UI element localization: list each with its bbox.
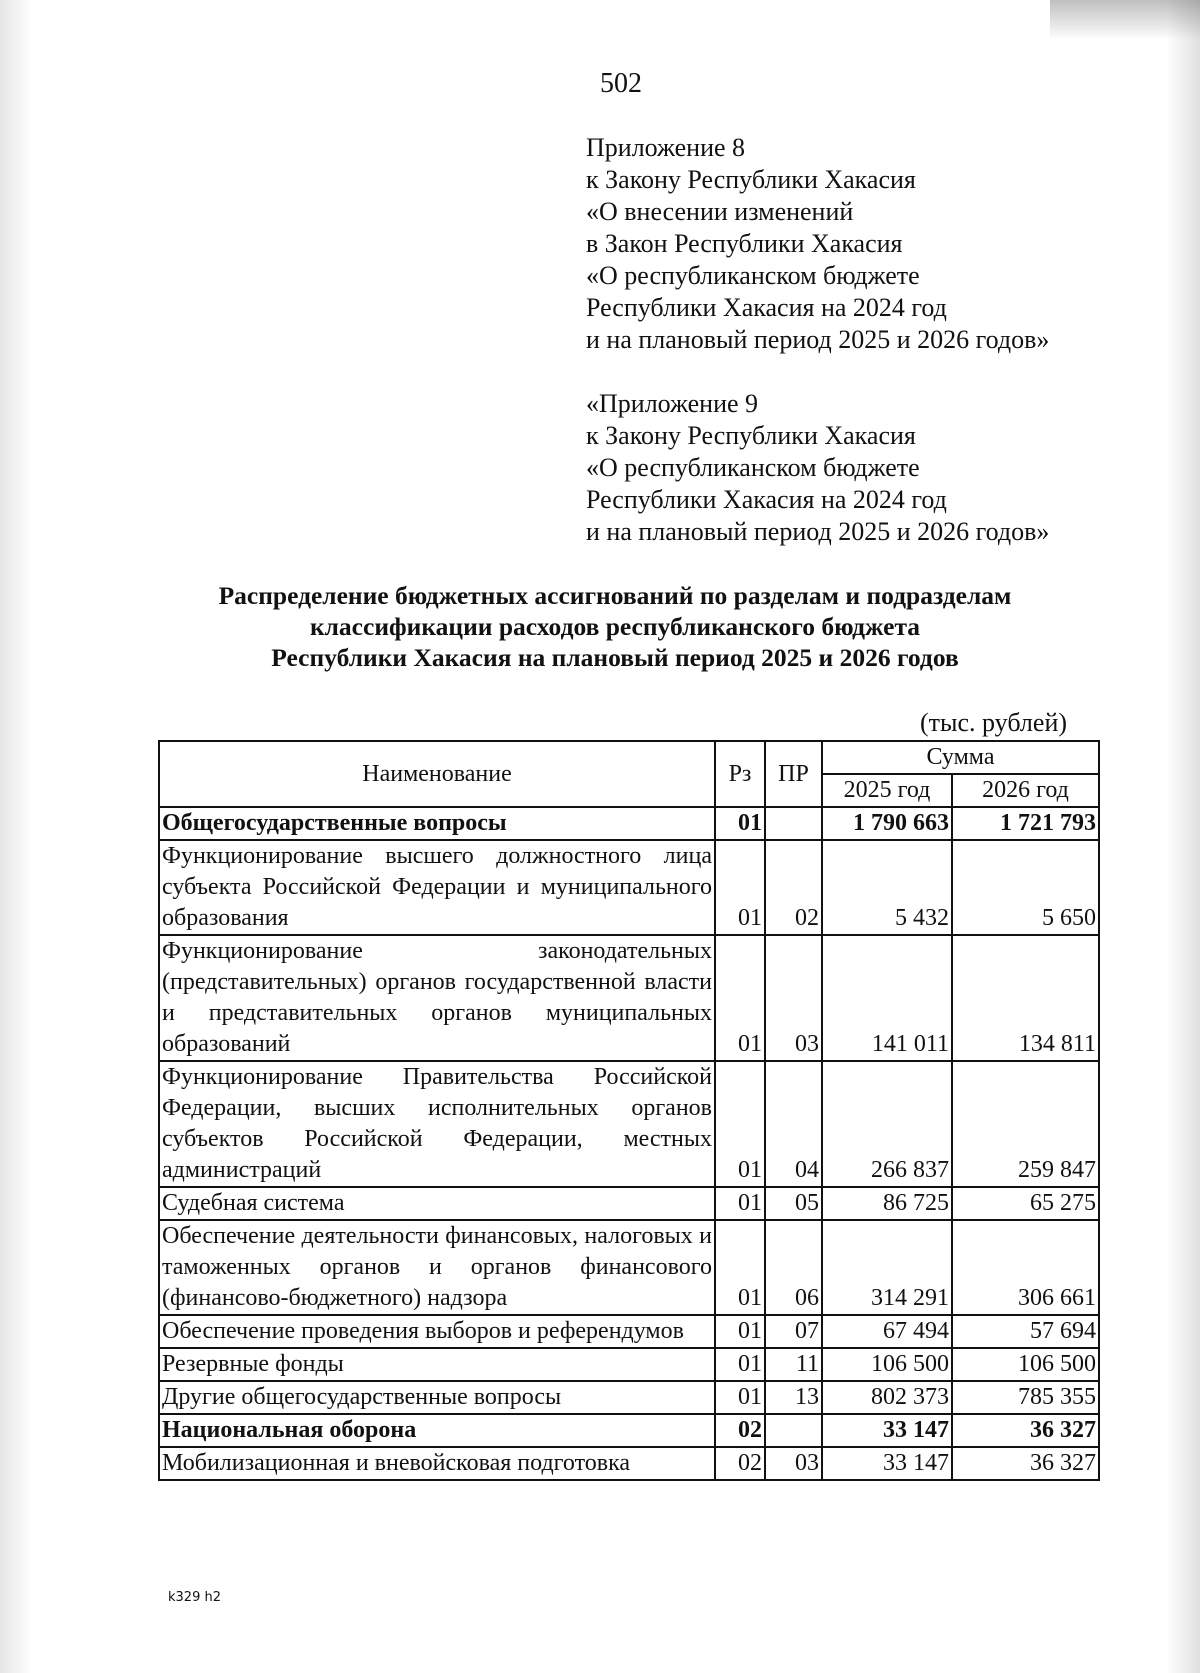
appendix-9-line: Республики Хакасия на 2024 год xyxy=(586,485,947,514)
row-2025-cell: 266 837 xyxy=(822,1061,952,1187)
row-pr-cell: 05 xyxy=(765,1187,822,1220)
row-name-cell: Функционирование Правительства Российской Федерации, высших исполнительных органов субъектов Российской Федерации, местных администраций xyxy=(159,1061,715,1187)
row-pr-cell xyxy=(765,1414,822,1447)
row-2025-cell: 86 725 xyxy=(822,1187,952,1220)
row-2026-cell: 36 327 xyxy=(952,1447,1099,1480)
row-rz-cell: 01 xyxy=(715,1315,765,1348)
row-rz-cell: 01 xyxy=(715,807,765,840)
header-year-2026: 2026 год xyxy=(952,774,1099,807)
row-2026-cell: 134 811 xyxy=(952,935,1099,1061)
row-rz-cell: 01 xyxy=(715,935,765,1061)
row-pr-cell: 02 xyxy=(765,840,822,935)
row-name-cell: Функционирование высшего должностного лица субъекта Российской Федерации и муниципального образования xyxy=(159,840,715,935)
row-pr-cell: 07 xyxy=(765,1315,822,1348)
row-2025-cell: 141 011 xyxy=(822,935,952,1061)
appendix-9-line: «Приложение 9 xyxy=(586,389,759,418)
row-rz-cell: 01 xyxy=(715,1381,765,1414)
row-name-cell: Национальная оборона xyxy=(159,1414,715,1447)
row-pr-cell: 13 xyxy=(765,1381,822,1414)
row-2026-cell: 306 661 xyxy=(952,1220,1099,1315)
header-sum: Сумма xyxy=(822,741,1099,774)
scan-edge-left xyxy=(0,0,32,1673)
appendix-8-line: «О республиканском бюджете xyxy=(586,261,920,290)
row-2026-cell: 36 327 xyxy=(952,1414,1099,1447)
row-name-cell: Функционирование законодательных (представительных) органов государственной власти и представительных органов муниципальных образований xyxy=(159,935,715,1061)
page-number: 502 xyxy=(600,68,642,99)
document-title xyxy=(150,580,1080,673)
appendix-8-line: в Закон Республики Хакасия xyxy=(586,229,903,258)
table-row xyxy=(159,1315,1099,1348)
row-name-cell: Судебная система xyxy=(159,1187,715,1220)
row-name-cell: Резервные фонды xyxy=(159,1348,715,1381)
row-name-cell: Другие общегосударственные вопросы xyxy=(159,1381,715,1414)
scan-edge-right xyxy=(1166,0,1200,1673)
row-2025-cell: 314 291 xyxy=(822,1220,952,1315)
header-rz: Рз xyxy=(715,741,765,807)
footer-code: k329 h2 xyxy=(168,1590,221,1605)
title-line: Распределение бюджетных ассигнований по разделам и подразделам xyxy=(218,581,1012,610)
row-name-cell: Обеспечение деятельности финансовых, налоговых и таможенных органов и органов финансового (финансово-бюджетного) надзора xyxy=(159,1220,715,1315)
appendix-8-line: Приложение 8 xyxy=(586,133,746,162)
row-rz-cell: 02 xyxy=(715,1447,765,1480)
row-2025-cell: 33 147 xyxy=(822,1447,952,1480)
table-row xyxy=(159,1187,1099,1220)
appendix-8-line: «О внесении изменений xyxy=(586,197,854,226)
table-row xyxy=(159,1061,1099,1187)
table-row xyxy=(159,1414,1099,1447)
header-pr: ПР xyxy=(765,741,822,807)
row-2026-cell: 106 500 xyxy=(952,1348,1099,1381)
title-line: Республики Хакасия на плановый период 2025 и 2026 годов xyxy=(271,643,959,672)
row-2025-cell: 802 373 xyxy=(822,1381,952,1414)
row-pr-cell: 06 xyxy=(765,1220,822,1315)
unit-note: (тыс. рублей) xyxy=(920,708,1068,737)
appendix-9-line: «О республиканском бюджете xyxy=(586,453,920,482)
row-name-cell: Мобилизационная и вневойсковая подготовка xyxy=(159,1447,715,1480)
row-rz-cell: 01 xyxy=(715,1187,765,1220)
table-row xyxy=(159,1348,1099,1381)
row-pr-cell: 04 xyxy=(765,1061,822,1187)
row-2025-cell: 5 432 xyxy=(822,840,952,935)
appendix-8-line: к Закону Республики Хакасия xyxy=(586,165,916,194)
row-2025-cell: 67 494 xyxy=(822,1315,952,1348)
table-header-row xyxy=(159,741,1099,774)
table-row xyxy=(159,807,1099,840)
row-pr-cell: 11 xyxy=(765,1348,822,1381)
header-name: Наименование xyxy=(159,741,715,807)
row-2026-cell: 785 355 xyxy=(952,1381,1099,1414)
table-row xyxy=(159,840,1099,935)
row-pr-cell: 03 xyxy=(765,935,822,1061)
table-body xyxy=(159,807,1099,1480)
row-2026-cell: 5 650 xyxy=(952,840,1099,935)
appendix-8-line: Республики Хакасия на 2024 год xyxy=(586,293,947,322)
row-name-cell: Обеспечение проведения выборов и референдумов xyxy=(159,1315,715,1348)
budget-table xyxy=(158,740,1100,1481)
row-rz-cell: 01 xyxy=(715,1220,765,1315)
row-pr-cell xyxy=(765,807,822,840)
appendix-8-header xyxy=(586,132,1049,356)
row-pr-cell: 03 xyxy=(765,1447,822,1480)
table-row xyxy=(159,1381,1099,1414)
row-rz-cell: 01 xyxy=(715,840,765,935)
title-line: классификации расходов республиканского бюджета xyxy=(309,612,921,641)
appendix-8-line: и на плановый период 2025 и 2026 годов» xyxy=(586,325,1050,354)
table-row xyxy=(159,1447,1099,1480)
row-rz-cell: 02 xyxy=(715,1414,765,1447)
row-2026-cell: 259 847 xyxy=(952,1061,1099,1187)
appendix-9-line: к Закону Республики Хакасия xyxy=(586,421,916,450)
row-2026-cell: 65 275 xyxy=(952,1187,1099,1220)
appendix-9-line: и на плановый период 2025 и 2026 годов» xyxy=(586,517,1050,546)
header-year-2025: 2025 год xyxy=(822,774,952,807)
scan-edge-top xyxy=(1050,0,1200,40)
row-2025-cell: 1 790 663 xyxy=(822,807,952,840)
row-rz-cell: 01 xyxy=(715,1061,765,1187)
table-row xyxy=(159,1220,1099,1315)
row-rz-cell: 01 xyxy=(715,1348,765,1381)
row-2025-cell: 33 147 xyxy=(822,1414,952,1447)
table-row xyxy=(159,935,1099,1061)
row-2026-cell: 1 721 793 xyxy=(952,807,1099,840)
row-2026-cell: 57 694 xyxy=(952,1315,1099,1348)
row-name-cell: Общегосударственные вопросы xyxy=(159,807,715,840)
appendix-9-header xyxy=(586,388,1049,548)
row-2025-cell: 106 500 xyxy=(822,1348,952,1381)
